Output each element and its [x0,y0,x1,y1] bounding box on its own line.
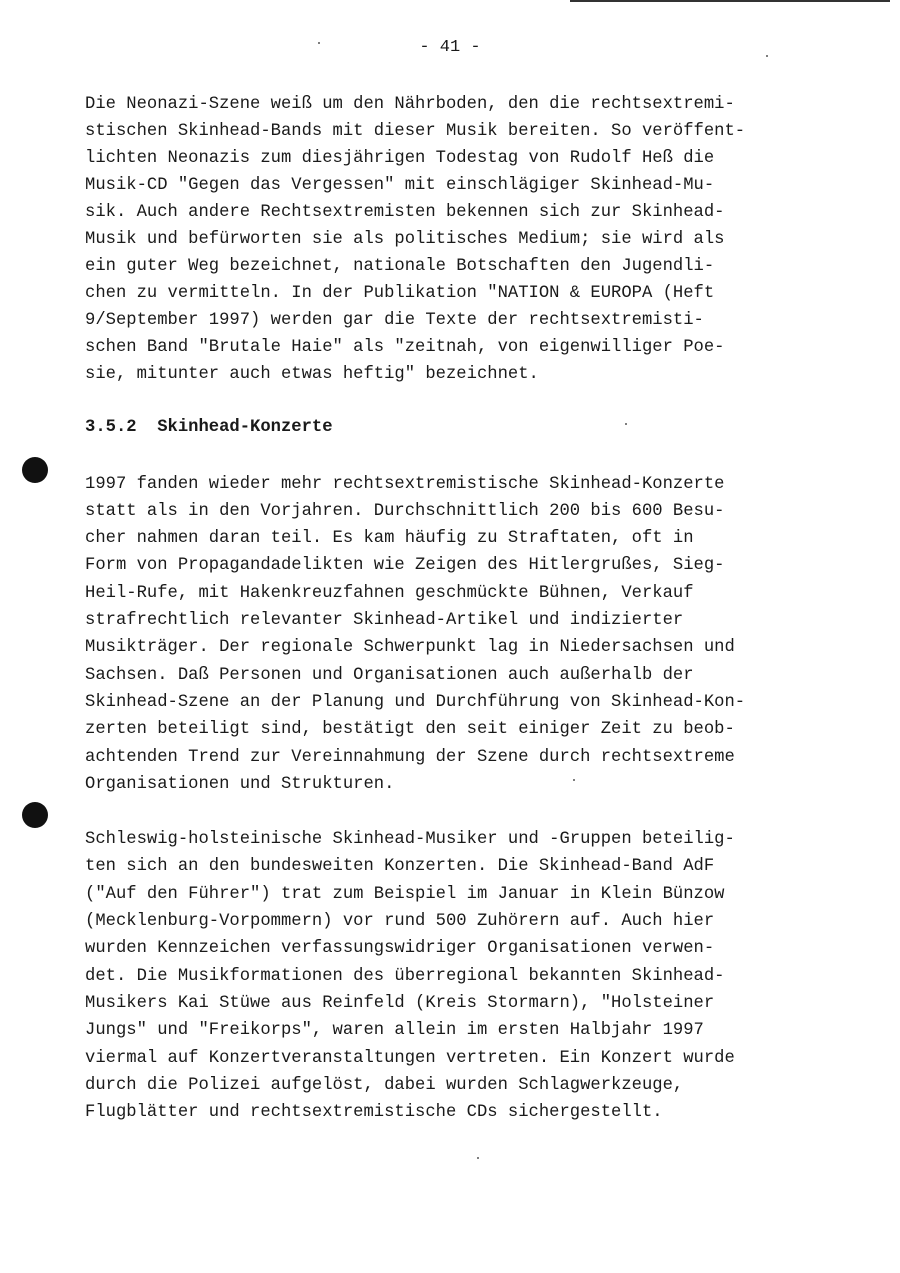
text-line: statt als in den Vorjahren. Durchschnittlich 200 bis 600 Besu- [85,502,725,521]
scan-speck [477,1157,479,1159]
text-line: wurden Kennzeichen verfassungswidriger Organisationen verwen- [85,939,715,958]
text-line: achtenden Trend zur Vereinnahmung der Szene durch rechtsextreme [85,748,735,767]
text-line: Jungs" und "Freikorps", waren allein im ersten Halbjahr 1997 [85,1021,704,1040]
punch-hole [22,802,48,828]
text-line: Musikers Kai Stüwe aus Reinfeld (Kreis Stormarn), "Holsteiner [85,994,715,1013]
text-line: Die Neonazi-Szene weiß um den Nährboden, den die rechtsextremi- [85,95,735,114]
text-line: Musik-CD "Gegen das Vergessen" mit einschlägiger Skinhead-Mu- [85,176,715,195]
text-line: strafrechtlich relevanter Skinhead-Artikel und indizierter [85,611,684,630]
text-line: schen Band "Brutale Haie" als "zeitnah, von eigenwilliger Poe- [85,338,725,357]
text-line: sie, mitunter auch etwas heftig" bezeichnet. [85,365,539,384]
text-line: chen zu vermitteln. In der Publikation "NATION & EUROPA (Heft [85,284,715,303]
scan-speck [573,779,575,781]
scan-speck [318,42,320,44]
text-line: cher nahmen daran teil. Es kam häufig zu Straftaten, oft in [85,529,694,548]
text-line: durch die Polizei aufgelöst, dabei wurden Schlagwerkzeuge, [85,1076,684,1095]
text-line: zerten beteiligt sind, bestätigt den seit einiger Zeit zu beob- [85,720,735,739]
text-line: Musikträger. Der regionale Schwerpunkt lag in Niedersachsen und [85,638,735,657]
text-line: Form von Propagandadelikten wie Zeigen des Hitlergrußes, Sieg- [85,556,725,575]
top-rule [570,0,890,2]
text-line: Schleswig-holsteinische Skinhead-Musiker und -Gruppen beteilig- [85,830,735,849]
text-line: det. Die Musikformationen des überregional bekannten Skinhead- [85,967,725,986]
text-line: Flugblätter und rechtsextremistische CDs sichergestellt. [85,1103,663,1122]
text-line: Skinhead-Szene an der Planung und Durchführung von Skinhead-Kon- [85,693,746,712]
section-heading: 3.5.2 Skinhead-Konzerte [85,418,333,437]
text-line: sik. Auch andere Rechtsextremisten bekennen sich zur Skinhead- [85,203,725,222]
scan-speck [625,423,627,425]
text-line: (Mecklenburg-Vorpommern) vor rund 500 Zuhörern auf. Auch hier [85,912,715,931]
text-line: Heil-Rufe, mit Hakenkreuzfahnen geschmückte Bühnen, Verkauf [85,584,694,603]
text-line: Organisationen und Strukturen. [85,775,395,794]
text-line: 9/September 1997) werden gar die Texte der rechtsextremisti- [85,311,704,330]
text-line: stischen Skinhead-Bands mit dieser Musik bereiten. So veröffent- [85,122,746,141]
text-line: Sachsen. Daß Personen und Organisationen auch außerhalb der [85,666,694,685]
text-line: viermal auf Konzertveranstaltungen vertreten. Ein Konzert wurde [85,1049,735,1068]
text-line: ("Auf den Führer") trat zum Beispiel im Januar in Klein Bünzow [85,885,725,904]
text-line: ten sich an den bundesweiten Konzerten. Die Skinhead-Band AdF [85,857,715,876]
text-line: 1997 fanden wieder mehr rechtsextremistische Skinhead-Konzerte [85,475,725,494]
text-line: ein guter Weg bezeichnet, nationale Botschaften den Jugendli- [85,257,715,276]
scan-speck [766,55,768,57]
text-line: lichten Neonazis zum diesjährigen Todestag von Rudolf Heß die [85,149,715,168]
page-number: - 41 - [419,38,481,57]
punch-hole [22,457,48,483]
text-line: Musik und befürworten sie als politisches Medium; sie wird als [85,230,725,249]
